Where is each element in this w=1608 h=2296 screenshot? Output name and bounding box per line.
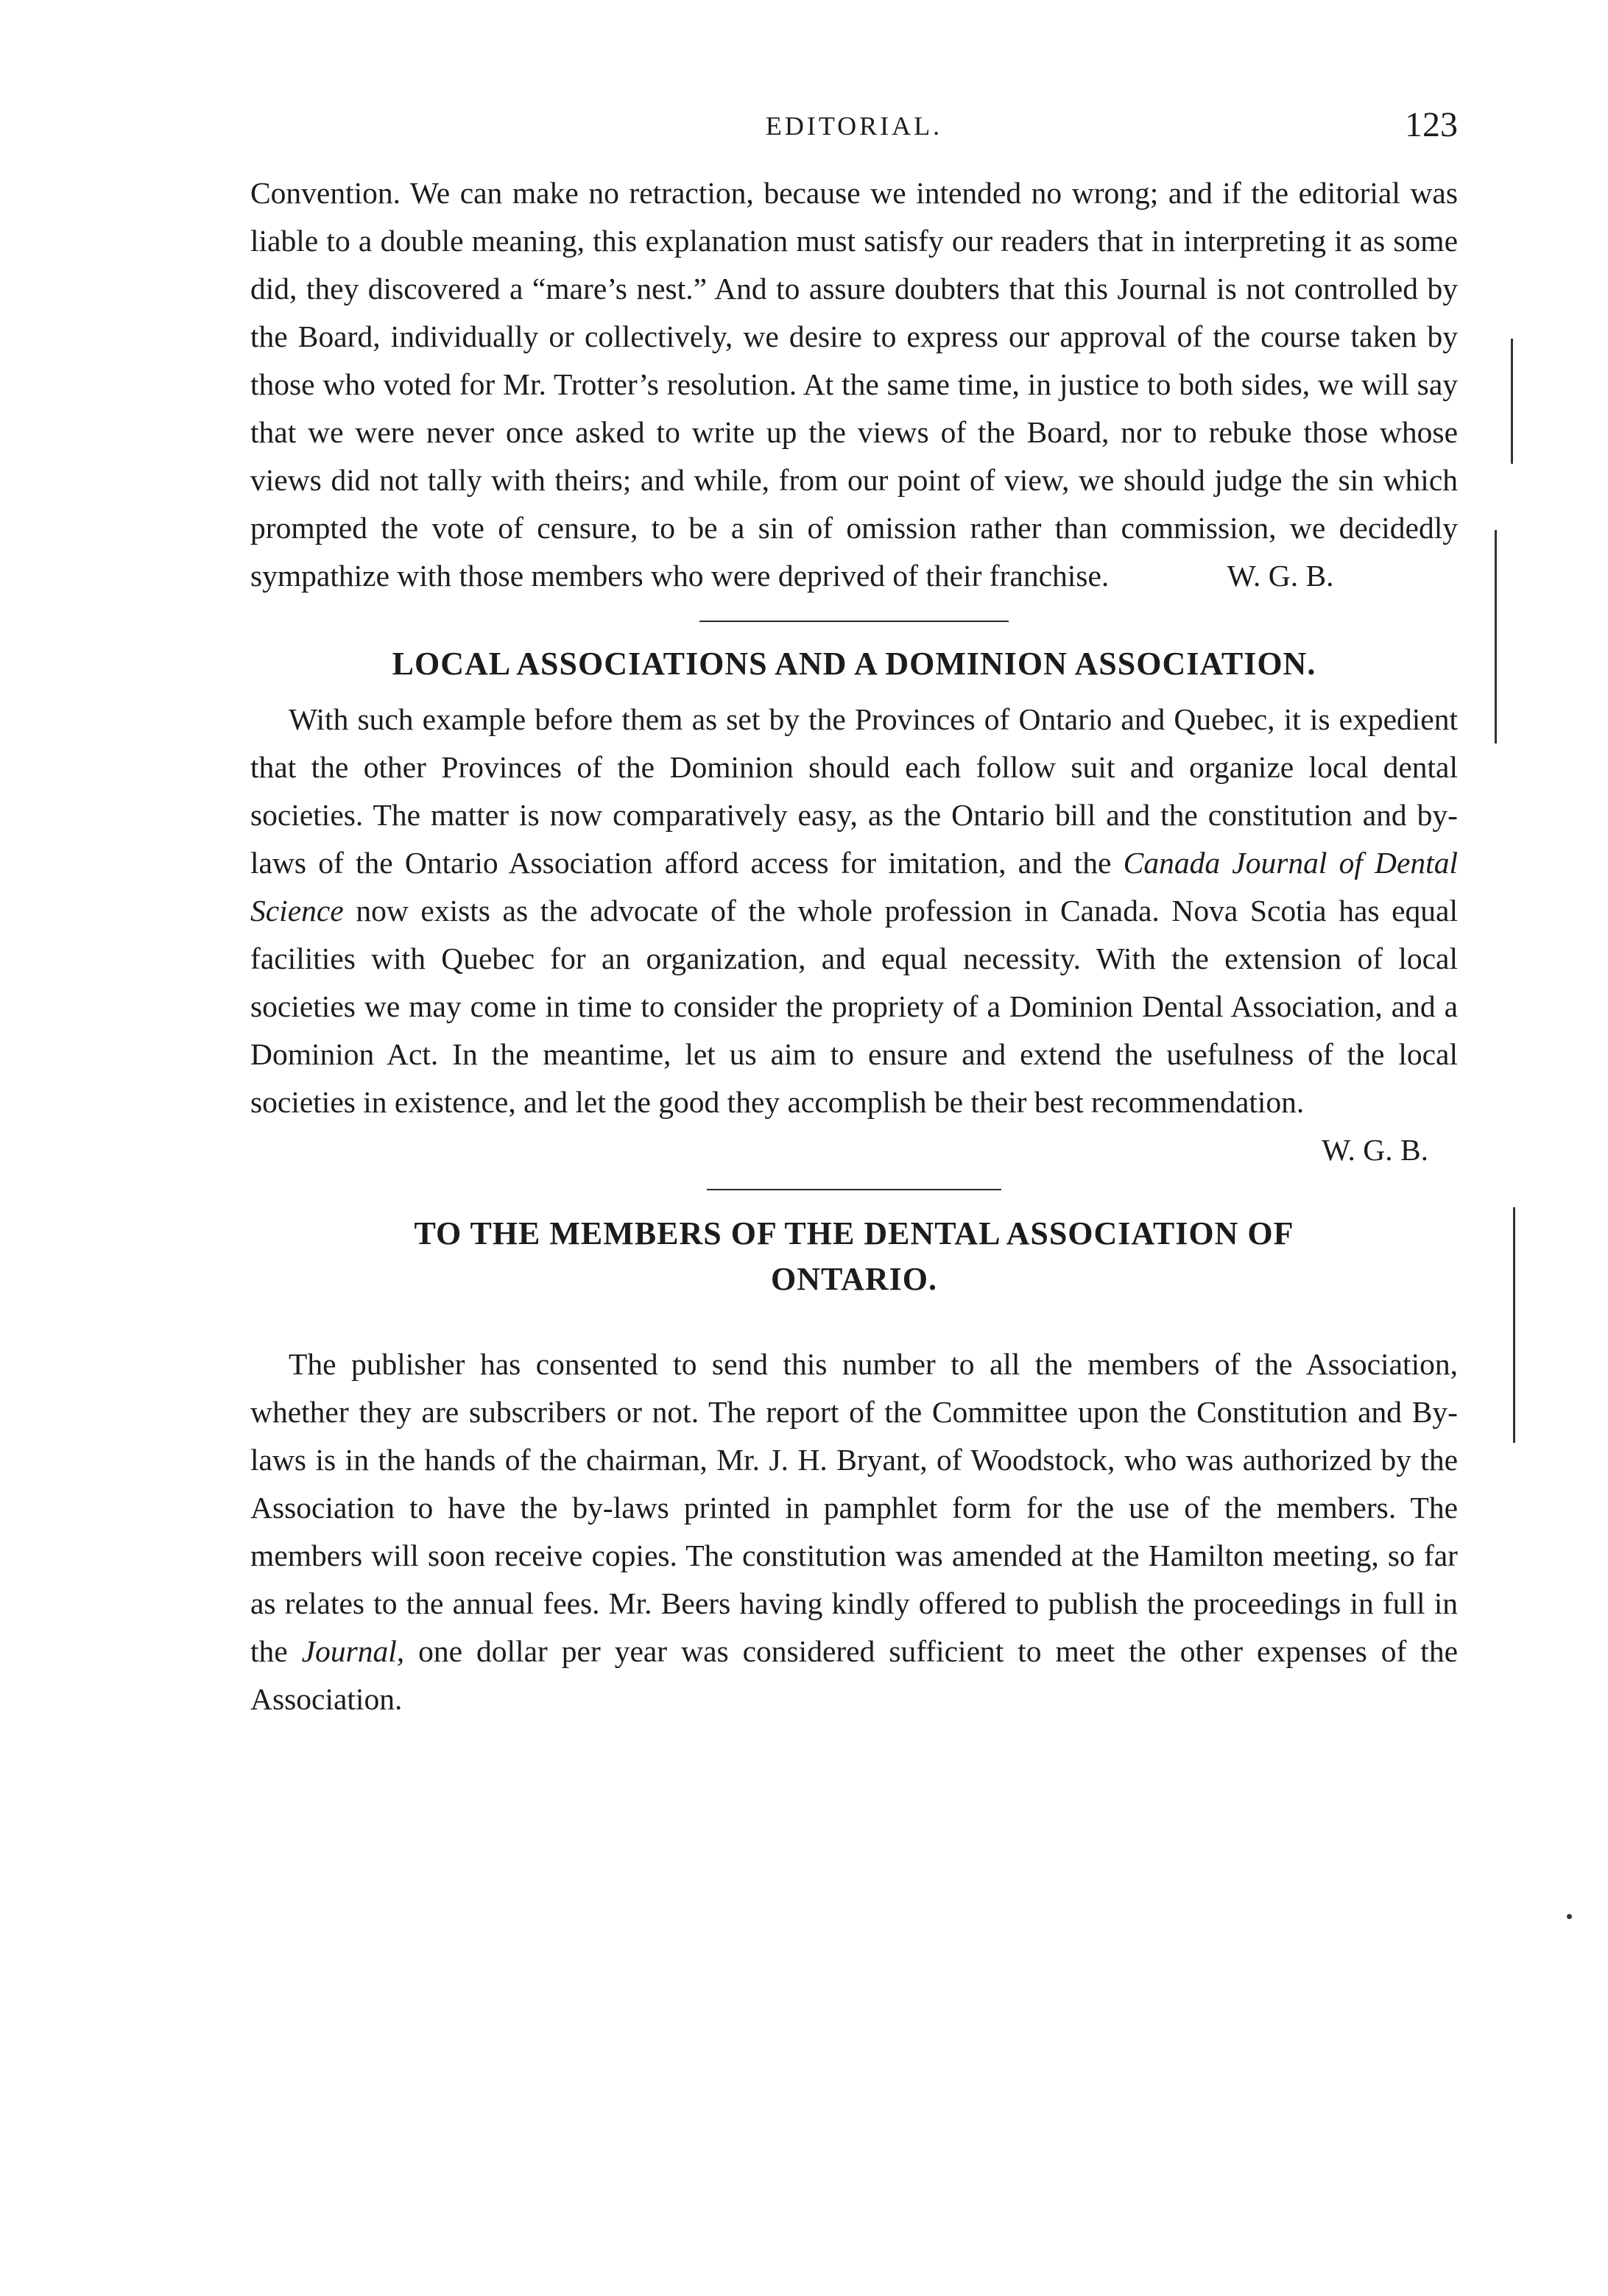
local-associations-text-a: With such example before them as set by the Provinces of Ontario and Quebec, it is expedient that the other Provinces of the Dominion should each follow suit and organize local dental societies. The matter is now comparatively easy, as the Ontario bill and the constitution and by-laws of the Ontario Association afford access for imitation, and the — [250, 702, 1458, 880]
editorial-text: Convention. We can make no retraction, because we intended no wrong; and if the editorial was liable to a double meaning, this explanation must satisfy our readers that in interpreting it as some did, they discovered a “mare’s nest.” And to assure doubters that this Journal is not controlled by the Board, individually or collectively, we desire to express our approval of the course taken by those who voted for Mr. Trotter’s resolution. At the same time, in justice to both sides, we will say that we were never once asked to write up the views of the Board, nor to rebuke those whose views did not tally with theirs; and while, from our point of view, we should judge the sin which prompted the vote of censure, to be a sin of omission rather than commission, we decidedly sympathize with those members who were deprived of their franchise. — [250, 176, 1458, 593]
members-text-a: The publisher has consented to send this number to all the members of the Association, whether they are subscribers or not. The report of the Committee upon the Constitution and By-laws is in the hands of the chairman, Mr. J. H. Bryant, of Woodstock, who was authorized by the Association to have the by-laws printed in pamphlet form for the use of the members. The members will soon receive copies. The constitution was amended at the Hamilton meeting, so far as relates to the annual fees. Mr. Beers having kindly offered to publish the proceedings in full in the — [250, 1347, 1458, 1668]
journal-word: Journal, — [301, 1634, 405, 1668]
document-page — [250, 105, 1459, 1723]
local-associations-text-b: now exists as the advocate of the whole profession in Canada. Nova Scotia has equal facilities with Quebec for an organization, and equal necessity. With the extension of local societies we may come in time to consider the propriety of a Dominion Dental Association, and a Dominion Act. In the meantime, let us aim to ensure and extend the usefulness of the local societies in existence, and let the good they accomplish be their best recommendation. — [250, 894, 1458, 1119]
section-heading-local-associations: LOCAL ASSOCIATIONS AND A DOMINION ASSOCIATION. — [392, 646, 1316, 682]
local-associations-signature: W. G. B. — [1322, 1133, 1428, 1167]
heading-line-1: TO THE MEMBERS OF THE DENTAL ASSOCIATION OF — [414, 1215, 1294, 1251]
scan-mark — [1513, 1207, 1515, 1443]
section-heading-members — [250, 1211, 1458, 1302]
local-associations-paragraph — [250, 696, 1458, 1126]
page-number: 123 — [1405, 105, 1458, 144]
running-title: EDITORIAL. — [765, 111, 943, 141]
running-header — [250, 105, 1458, 169]
section-divider — [707, 1189, 1001, 1190]
members-paragraph — [250, 1340, 1458, 1723]
scan-mark — [1511, 339, 1513, 464]
scan-mark — [1495, 530, 1497, 743]
section-divider — [699, 621, 1009, 622]
editorial-paragraph — [250, 169, 1458, 600]
local-associations-signature-line — [250, 1126, 1458, 1174]
heading-line-2: ONTARIO. — [771, 1261, 937, 1297]
scan-mark — [1567, 1914, 1572, 1919]
members-text-b: one dollar per year was considered sufficient to meet the other expenses of the Association. — [250, 1634, 1459, 1716]
journal-title: Canada Journal of Dental Science — [250, 846, 1458, 928]
editorial-signature: W. G. B. — [1227, 559, 1334, 593]
